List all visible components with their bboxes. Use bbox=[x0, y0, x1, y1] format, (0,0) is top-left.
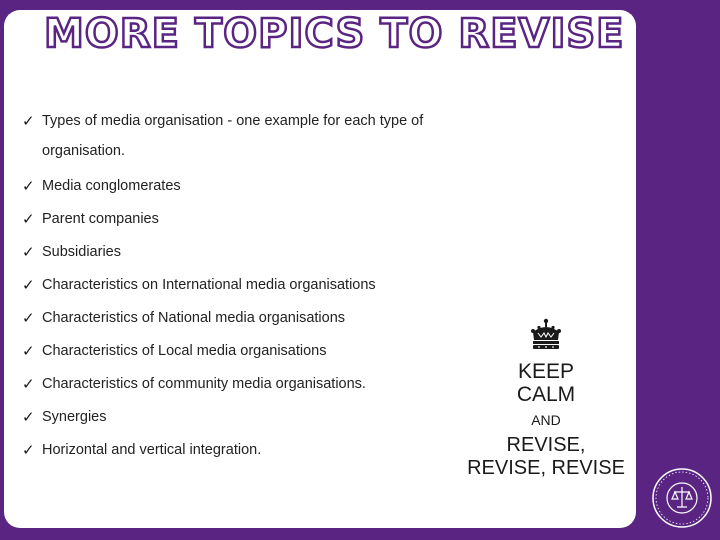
checkmark-icon: ✓ bbox=[22, 275, 35, 294]
topic-text: Types of media organisation - one example for each type of organisation. bbox=[42, 113, 424, 160]
poster-and: AND bbox=[531, 412, 561, 429]
checkmark-icon: ✓ bbox=[22, 341, 35, 360]
topic-text: Synergies bbox=[42, 408, 107, 425]
poster-line: KEEP bbox=[517, 360, 575, 383]
checkmark-icon: ✓ bbox=[22, 440, 35, 459]
list-item bbox=[22, 210, 502, 230]
topic-text: Characteristics of Local media organisations bbox=[42, 342, 327, 359]
poster-line: CALM bbox=[516, 383, 576, 407]
topic-text: Characteristics of community media organisations. bbox=[42, 375, 366, 392]
checkmark-icon: ✓ bbox=[22, 308, 35, 327]
list-item bbox=[22, 375, 502, 395]
list-item bbox=[22, 441, 502, 461]
checkmark-icon: ✓ bbox=[22, 112, 35, 130]
list-item bbox=[22, 243, 502, 263]
checkmark-icon: ✓ bbox=[22, 242, 35, 261]
poster-line: REVISE, REVISE bbox=[467, 457, 625, 480]
list-item bbox=[22, 276, 502, 296]
checkmark-icon: ✓ bbox=[22, 209, 35, 228]
topic-text: Media conglomerates bbox=[42, 177, 181, 194]
topic-text: Horizontal and vertical integration. bbox=[42, 441, 262, 458]
list-item bbox=[22, 309, 502, 329]
school-seal-icon bbox=[650, 466, 714, 530]
slide-title: MORE TOPICS TO REVISE bbox=[44, 11, 625, 57]
crown-icon bbox=[527, 318, 565, 352]
list-item bbox=[22, 112, 502, 167]
topic-text: Characteristics on International media organisations bbox=[42, 276, 376, 293]
checkmark-icon: ✓ bbox=[22, 407, 35, 426]
checkmark-icon: ✓ bbox=[22, 374, 35, 393]
topic-text: Subsidiaries bbox=[42, 243, 121, 260]
topic-text: Parent companies bbox=[42, 210, 159, 227]
list-item bbox=[22, 342, 502, 362]
checkmark-icon: ✓ bbox=[22, 176, 35, 195]
topic-list bbox=[22, 112, 502, 474]
list-item bbox=[22, 408, 502, 428]
list-item bbox=[22, 177, 502, 197]
keep-calm-poster bbox=[466, 318, 626, 480]
poster-line: REVISE, bbox=[506, 434, 586, 457]
topic-text: Characteristics of National media organisations bbox=[42, 309, 346, 326]
